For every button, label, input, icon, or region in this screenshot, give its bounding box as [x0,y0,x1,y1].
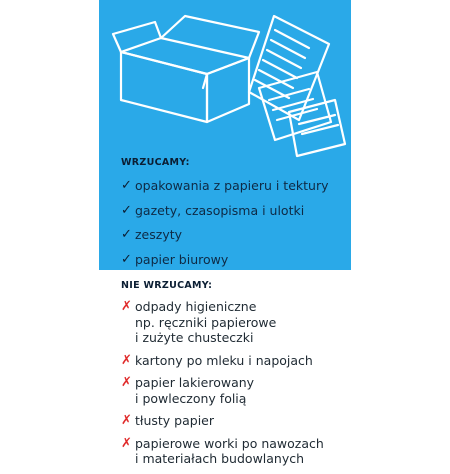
accepted-panel [99,0,351,270]
cross-icon: ✗ [121,352,132,368]
list-item [121,178,329,203]
paper-sheets-icon [249,16,345,156]
item-text: papier biurowy [135,251,229,267]
list-item [121,299,324,346]
check-icon: ✓ [121,251,132,267]
item-text: gazety, czasopisma i ulotki [135,202,305,218]
list-item [121,353,324,369]
rejected-list [121,299,324,474]
rejected-heading: NIE WRZUCAMY: [121,280,213,291]
cardboard-box-icon [113,16,259,122]
box-and-paper-illustration [99,0,351,160]
check-icon: ✓ [121,178,132,193]
check-icon: ✓ [121,227,132,242]
paper-recycling-card [99,0,351,466]
list-item [121,375,324,406]
list-item [121,252,329,277]
item-text: zeszyty [135,227,183,242]
cross-icon: ✗ [121,299,132,314]
accepted-heading: WRZUCAMY: [121,157,190,168]
cross-icon: ✗ [121,375,132,390]
item-text: odpady higieniczne np. ręczniki papierowe i zużyte chusteczki [135,299,277,345]
cross-icon: ✗ [121,435,132,451]
cross-icon: ✗ [121,413,132,428]
item-text: kartony po mleku i napojach [135,352,313,368]
item-text: tłusty papier [135,413,214,428]
list-item [121,227,329,252]
item-text: papier lakierowany i powleczony folią [135,375,255,406]
item-text: opakowania z papieru i tektury [135,178,329,193]
list-item [121,436,324,467]
accepted-list [121,178,329,276]
check-icon: ✓ [121,202,132,218]
item-text: papierowe worki po nawozach i materiałach budowlanych [135,435,324,466]
list-item [121,203,329,228]
list-item [121,413,324,429]
